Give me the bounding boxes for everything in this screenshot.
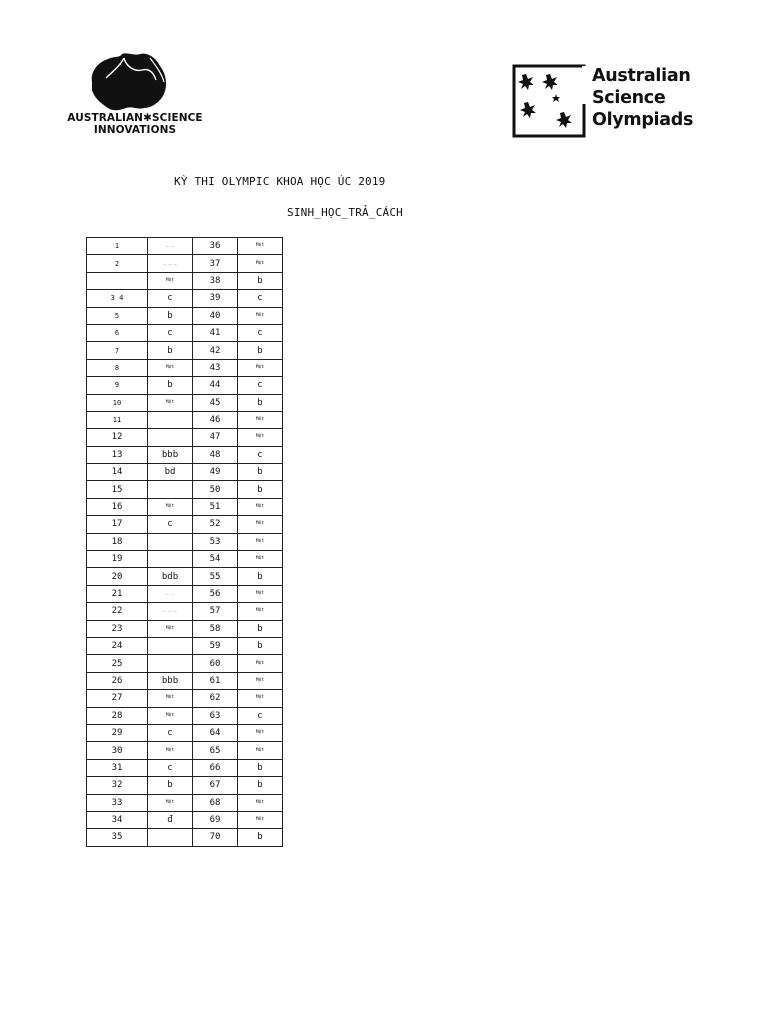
table-row [87, 742, 283, 759]
question-number-left: 15 [87, 481, 148, 498]
answer-left: b [148, 377, 193, 394]
answer-left: Một [148, 620, 193, 637]
answer-right: Một [238, 516, 283, 533]
answer-left: Một [148, 359, 193, 376]
answer-left: c [148, 290, 193, 307]
asi-logo-text-line2: INNOVATIONS [93, 124, 177, 136]
question-number-left: 20 [87, 568, 148, 585]
australian-science-olympiads-logo [512, 64, 712, 138]
answer-right: b [238, 620, 283, 637]
table-row [87, 481, 283, 498]
table-row [87, 411, 283, 428]
question-number-right: 39 [193, 290, 238, 307]
answer-right: b [238, 829, 283, 846]
question-number-right: 36 [193, 238, 238, 255]
question-number-left: 18 [87, 533, 148, 550]
question-number-left: 2 [87, 255, 148, 272]
australian-science-innovations-logo [64, 52, 208, 140]
question-number-right: 60 [193, 655, 238, 672]
table-row [87, 307, 283, 324]
question-number-right: 38 [193, 272, 238, 289]
table-row [87, 498, 283, 515]
table-row [87, 324, 283, 341]
answer-left: bd [148, 464, 193, 481]
question-number-right: 51 [193, 498, 238, 515]
question-number-right: 70 [193, 829, 238, 846]
answer-right: Một [238, 359, 283, 376]
answer-right: Một [238, 533, 283, 550]
question-number-left: 23 [87, 620, 148, 637]
answer-right: c [238, 377, 283, 394]
question-number-left: 29 [87, 724, 148, 741]
question-number-right: 56 [193, 585, 238, 602]
question-number-right: 63 [193, 707, 238, 724]
table-row [87, 829, 283, 846]
question-number-left: 8 [87, 359, 148, 376]
answer-right: b [238, 394, 283, 411]
answer-left [148, 481, 193, 498]
answer-right: b [238, 777, 283, 794]
answer-left: Một [148, 690, 193, 707]
answer-right: c [238, 707, 283, 724]
question-number-right: 69 [193, 811, 238, 828]
question-number-left [87, 272, 148, 289]
document-subtitle: SINH_HỌC_TRẢ_CÁCH [287, 206, 403, 219]
question-number-right: 46 [193, 411, 238, 428]
answer-left: _ _ _ [148, 255, 193, 272]
answer-left: c [148, 724, 193, 741]
answer-right: Một [238, 411, 283, 428]
table-row [87, 672, 283, 689]
answer-right: b [238, 481, 283, 498]
table-row [87, 568, 283, 585]
table-row [87, 724, 283, 741]
answer-right: Một [238, 551, 283, 568]
question-number-right: 41 [193, 324, 238, 341]
southern-cross-stars-icon [512, 64, 586, 138]
table-row [87, 429, 283, 446]
question-number-left: 33 [87, 794, 148, 811]
question-number-left: 34 [87, 811, 148, 828]
answer-left: b [148, 307, 193, 324]
question-number-right: 37 [193, 255, 238, 272]
question-number-right: 42 [193, 342, 238, 359]
table-row [87, 811, 283, 828]
table-row [87, 603, 283, 620]
question-number-left: 17 [87, 516, 148, 533]
question-number-left: 21 [87, 585, 148, 602]
question-number-left: 24 [87, 637, 148, 654]
table-row [87, 620, 283, 637]
answer-right: Một [238, 255, 283, 272]
answer-left: c [148, 324, 193, 341]
answer-left [148, 533, 193, 550]
answer-key-table [86, 237, 283, 847]
question-number-left: 31 [87, 759, 148, 776]
question-number-left: 35 [87, 829, 148, 846]
answer-right: b [238, 464, 283, 481]
table-row [87, 637, 283, 654]
answer-left: bbb [148, 446, 193, 463]
table-row [87, 655, 283, 672]
answer-right: Một [238, 307, 283, 324]
question-number-left: 5 [87, 307, 148, 324]
answer-left: Một [148, 707, 193, 724]
table-row [87, 533, 283, 550]
answer-right: Một [238, 794, 283, 811]
table-row [87, 359, 283, 376]
question-number-left: 32 [87, 777, 148, 794]
question-number-left: 3 4 [87, 290, 148, 307]
answer-left: bdb [148, 568, 193, 585]
answer-left: _ _ [148, 238, 193, 255]
aso-logo-text-line3: Olympiads [592, 110, 694, 130]
table-row [87, 272, 283, 289]
table-row [87, 464, 283, 481]
table-row [87, 342, 283, 359]
question-number-right: 50 [193, 481, 238, 498]
table-row [87, 377, 283, 394]
question-number-left: 7 [87, 342, 148, 359]
australia-map-logo-icon [84, 52, 168, 112]
answer-left: c [148, 759, 193, 776]
answer-left: _ _ [148, 585, 193, 602]
answer-left: bbb [148, 672, 193, 689]
question-number-left: 9 [87, 377, 148, 394]
question-number-left: 26 [87, 672, 148, 689]
answer-left [148, 551, 193, 568]
table-row [87, 794, 283, 811]
table-row [87, 238, 283, 255]
question-number-right: 57 [193, 603, 238, 620]
answer-left: b [148, 777, 193, 794]
answer-right: Một [238, 742, 283, 759]
answer-right: b [238, 342, 283, 359]
question-number-right: 54 [193, 551, 238, 568]
answer-key-table-body [87, 238, 283, 847]
question-number-right: 68 [193, 794, 238, 811]
answer-left: Một [148, 394, 193, 411]
answer-left [148, 637, 193, 654]
answer-left [148, 829, 193, 846]
question-number-left: 14 [87, 464, 148, 481]
question-number-right: 53 [193, 533, 238, 550]
question-number-right: 48 [193, 446, 238, 463]
answer-right: Một [238, 690, 283, 707]
question-number-right: 44 [193, 377, 238, 394]
table-row [87, 255, 283, 272]
table-row [87, 516, 283, 533]
answer-right: b [238, 272, 283, 289]
question-number-right: 40 [193, 307, 238, 324]
question-number-right: 62 [193, 690, 238, 707]
question-number-left: 27 [87, 690, 148, 707]
answer-left [148, 411, 193, 428]
question-number-right: 58 [193, 620, 238, 637]
question-number-right: 47 [193, 429, 238, 446]
question-number-left: 1 [87, 238, 148, 255]
answer-left: Một [148, 498, 193, 515]
question-number-left: 30 [87, 742, 148, 759]
answer-right: Một [238, 724, 283, 741]
answer-right: c [238, 290, 283, 307]
answer-right: Một [238, 498, 283, 515]
answer-right: b [238, 759, 283, 776]
question-number-left: 16 [87, 498, 148, 515]
answer-right: Một [238, 672, 283, 689]
aso-logo-text-line1: Australian [592, 66, 691, 86]
question-number-right: 55 [193, 568, 238, 585]
asi-logo-text-line1: AUSTRALIAN✱SCIENCE [67, 112, 203, 124]
question-number-left: 19 [87, 551, 148, 568]
answer-right: c [238, 324, 283, 341]
answer-left: _ _ _ [148, 603, 193, 620]
answer-left [148, 655, 193, 672]
answer-left: Một [148, 272, 193, 289]
question-number-left: 6 [87, 324, 148, 341]
question-number-left: 13 [87, 446, 148, 463]
question-number-right: 65 [193, 742, 238, 759]
table-row [87, 585, 283, 602]
answer-left: đ [148, 811, 193, 828]
aso-logo-text-line2: Science [592, 88, 666, 108]
question-number-right: 45 [193, 394, 238, 411]
question-number-right: 43 [193, 359, 238, 376]
question-number-right: 59 [193, 637, 238, 654]
table-row [87, 394, 283, 411]
question-number-left: 12 [87, 429, 148, 446]
table-row [87, 759, 283, 776]
answer-left [148, 429, 193, 446]
table-row [87, 551, 283, 568]
question-number-left: 10 [87, 394, 148, 411]
question-number-right: 52 [193, 516, 238, 533]
answer-right: Một [238, 655, 283, 672]
answer-right: b [238, 637, 283, 654]
answer-right: Một [238, 429, 283, 446]
answer-left: c [148, 516, 193, 533]
table-row [87, 690, 283, 707]
answer-left: b [148, 342, 193, 359]
question-number-right: 66 [193, 759, 238, 776]
answer-right: Một [238, 603, 283, 620]
question-number-left: 22 [87, 603, 148, 620]
table-row [87, 290, 283, 307]
question-number-left: 28 [87, 707, 148, 724]
answer-left: Một [148, 742, 193, 759]
table-row [87, 777, 283, 794]
question-number-right: 64 [193, 724, 238, 741]
document-title: KỲ THI OLYMPIC KHOA HỌC ÚC 2019 [174, 175, 386, 188]
table-row [87, 707, 283, 724]
answer-right: Một [238, 585, 283, 602]
table-row [87, 446, 283, 463]
answer-left: Một [148, 794, 193, 811]
question-number-right: 67 [193, 777, 238, 794]
answer-right: c [238, 446, 283, 463]
question-number-right: 49 [193, 464, 238, 481]
answer-right: Một [238, 811, 283, 828]
question-number-right: 61 [193, 672, 238, 689]
question-number-left: 25 [87, 655, 148, 672]
question-number-left: 11 [87, 411, 148, 428]
answer-right: Một [238, 238, 283, 255]
answer-right: b [238, 568, 283, 585]
